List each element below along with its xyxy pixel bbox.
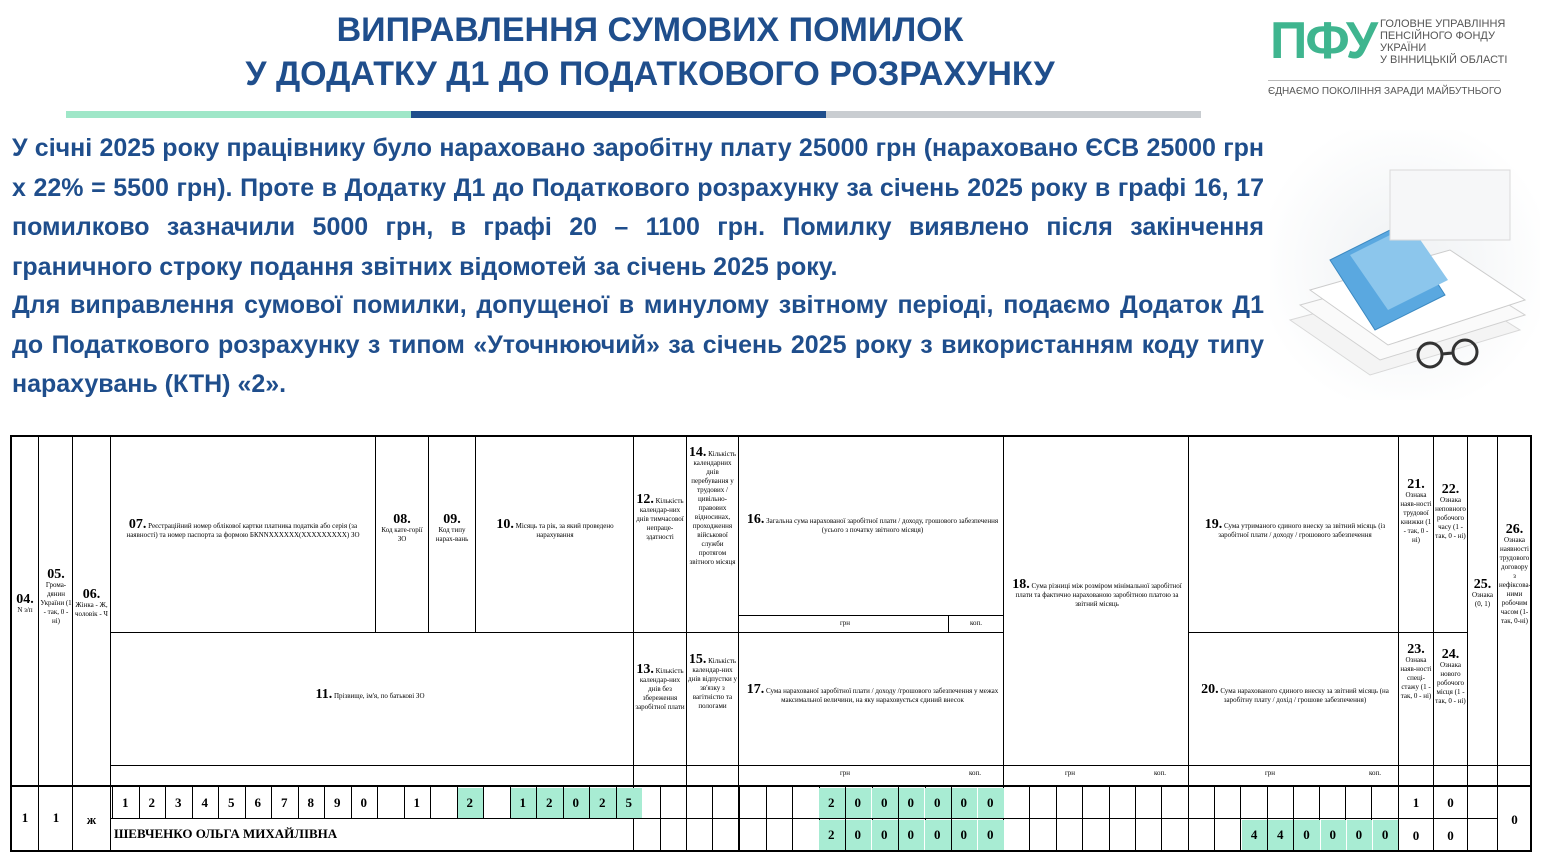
office-documents-illustration xyxy=(1270,130,1540,400)
table-left-border xyxy=(10,435,12,852)
c16-digit: 0 xyxy=(987,795,994,810)
row-c26: 0 xyxy=(1511,812,1518,827)
paragraph-correction: Для виправлення сумової помилки, допущеної в минулому звітному періоді, подаємо Додаток Д1 до Податкового розрахунку з типом «Уточнюючий» за січень 2025 року з використанням коду типу нарахувань (КТН) «2». xyxy=(12,291,1264,398)
header-19: 19. Сума утриманого єдиного внеску за звітний місяць (із заробітної плати / доходу / грошового забезпечення xyxy=(1204,517,1386,539)
c16-digit: 0 xyxy=(881,795,888,810)
id-digit: 4 xyxy=(201,795,208,810)
paragraph-situation: У січні 2025 року працівнику було нараховано заробітну плату 25000 грн (нараховано ЄСВ 25000 грн х 22% = 5500 грн). Проте в Додатку Д1 до Податкового розрахунку за січень 2025 року в графі 16, 17 помилково зазначили 5000 грн, в графі 20 – 1100 грн. Помилку виявлено після закінчення граничного строку подання звітних відомотей за січень 2025 року. xyxy=(12,134,1264,281)
c20-digit: 0 xyxy=(1355,827,1363,842)
id-digit: 3 xyxy=(175,795,182,810)
col-line xyxy=(948,615,949,633)
header-08: 08. Код кате-горії ЗО xyxy=(381,512,423,543)
cell-divider xyxy=(1109,787,1110,851)
c20-digit: 0 xyxy=(1381,827,1389,842)
c17-digit: 0 xyxy=(960,827,967,842)
header-24: 24. Ознака нового робочого місця (1 - так, 0 - ні) xyxy=(1435,647,1466,705)
col-line xyxy=(1497,435,1498,852)
header-09: 09. Код типу нарах-вань xyxy=(435,512,469,543)
period-digit: 5 xyxy=(625,795,632,810)
grn-label-16: грн xyxy=(839,769,851,777)
col-line xyxy=(686,435,687,852)
title-underline-grey xyxy=(826,111,1201,118)
header-21: 21. Ознака наяв-ності трудової книжки (1 - так, 0 - ні) xyxy=(1400,477,1432,544)
header-16-kop: коп. xyxy=(969,619,983,627)
header-13: 13. Кількість календар-них днів без збереження заробітної плати xyxy=(635,662,685,711)
header-17: 17. Сума нарахованої заробітної плати / доходу /грошового забезпечення у межах максимальної величини, на яку нараховується єдиний внесок xyxy=(746,682,999,704)
c16-digit: 0 xyxy=(854,795,861,810)
cell-divider xyxy=(1161,787,1162,851)
col-line xyxy=(1433,435,1434,852)
header-26: 26. Ознака наявності трудового договору з нефіксова-ними робочим часом (1-так, 0-ні) xyxy=(1499,522,1531,625)
col-line xyxy=(110,435,111,852)
header-22: 22. Ознака неповного робочого часу (1 - так, 0 - ні) xyxy=(1435,482,1466,540)
grn-label-18: грн xyxy=(1064,769,1076,777)
kop-label-18: коп. xyxy=(1153,769,1167,777)
c16-digit: 2 xyxy=(828,795,835,810)
id-digit: 8 xyxy=(307,795,314,810)
title-underline-green xyxy=(66,111,411,118)
logo-tagline: ЄДНАЄМО ПОКОЛІННЯ ЗАРАДИ МАЙБУТНЬОГО xyxy=(1268,86,1502,97)
cell-divider xyxy=(1029,787,1030,851)
c17-digit: 0 xyxy=(907,827,914,842)
c17-digit: 2 xyxy=(828,827,835,842)
table-top-border xyxy=(10,435,1532,437)
c16-digit: 0 xyxy=(907,795,914,810)
logo-divider xyxy=(1268,80,1500,81)
header-16: 16. Загальна сума нарахованої заробітної плати / доходу, грошового забезпечення (усього з початку звітного місяця) xyxy=(746,512,999,534)
col-line xyxy=(1188,435,1189,852)
title-line-2: У ДОДАТКУ Д1 ДО ПОДАТКОВОГО РОЗРАХУНКУ xyxy=(245,55,1055,93)
c20-digit: 4 xyxy=(1250,827,1258,842)
page-title xyxy=(0,8,1300,96)
logo-org-line-3: У ВІННИЦЬКІЙ ОБЛАСТІ xyxy=(1380,54,1508,66)
cell-divider xyxy=(1135,787,1136,851)
row-c22: 0 xyxy=(1447,795,1454,810)
logo-org-line-2: ПЕНСІЙНОГО ФОНДУ УКРАЇНИ xyxy=(1380,30,1495,54)
kop-label-19: коп. xyxy=(1368,769,1382,777)
pfu-logo: ПФУ xyxy=(1270,12,1377,70)
period-digit: 2 xyxy=(546,795,553,810)
id-digit: 9 xyxy=(334,795,341,810)
title-underline-blue xyxy=(411,111,826,118)
cell-divider xyxy=(1214,787,1215,851)
header-04: 04. N з/п xyxy=(16,592,34,614)
table-bottom-border xyxy=(10,850,1532,852)
header-16-grn: грн xyxy=(839,619,851,627)
c17-digit: 0 xyxy=(934,827,941,842)
c17-digit: 0 xyxy=(854,827,861,842)
col-line xyxy=(375,435,376,633)
col-line xyxy=(38,435,39,852)
row-c24: 0 xyxy=(1447,828,1454,843)
header-23: 23. Ознака наяв-ності спеці-стажу (1 - так, 0 - ні) xyxy=(1400,642,1432,700)
row-full-name: ШЕВЧЕНКО ОЛЬГА МИХАЙЛІВНА xyxy=(114,826,338,841)
c20-digit: 0 xyxy=(1329,827,1336,842)
header-07: 07. Реєстраційний номер облікової картки платника податків або серія (за наявності) та номер паспорта за формою БКNNXXXXXX(XXXXXXXXX) ЗО xyxy=(126,517,360,539)
cell-divider xyxy=(660,787,661,851)
cell-divider xyxy=(430,787,431,818)
row-citizen: 1 xyxy=(52,810,60,825)
row-line xyxy=(110,765,1530,766)
period-digit: 0 xyxy=(572,795,579,810)
category-digit: 1 xyxy=(413,795,420,810)
title-line-1: ВИПРАВЛЕННЯ СУМОВИХ ПОМИЛОК xyxy=(336,11,964,49)
cell-divider xyxy=(483,787,484,818)
col-line xyxy=(1398,435,1399,852)
row-c21: 1 xyxy=(1412,795,1420,810)
c16-digit: 0 xyxy=(934,795,941,810)
header-05: 05. Грома-дянин України (1 - так, 0 - ні) xyxy=(40,567,72,625)
c20-digit: 0 xyxy=(1303,827,1310,842)
header-20: 20. Сума нарахованого єдиного внеску за звітний місяць (на заробітну плату / дохід / грошове забезпечення) xyxy=(1201,682,1389,704)
header-18: 18. Сума різниці між розміром мінімальної заробітної плати та фактично нарахованою заробітною платою за звітний місяць xyxy=(1012,577,1182,608)
cell-divider xyxy=(1056,787,1057,851)
row-gender: ж xyxy=(86,812,97,827)
header-25: 25. Ознака (0, 1) xyxy=(1471,577,1494,608)
header-11: 11. Прізвище, ім'я, по батькові ЗО xyxy=(315,687,425,702)
table-right-border xyxy=(1530,435,1532,852)
header-15: 15. Кількість календар-них днів відпустки у зв'язку з вагітністю та пологами xyxy=(688,652,737,710)
cell-divider xyxy=(792,787,793,851)
cell-divider xyxy=(377,787,378,818)
row-line xyxy=(738,615,1003,616)
header-14: 14. Кількість календарних днів перебування у трудових / цивільно-правових відносинах, проходження військової служби протягом звітного місяця xyxy=(688,445,737,566)
id-digit: 0 xyxy=(360,795,367,810)
period-digit: 1 xyxy=(519,795,526,810)
id-digit: 2 xyxy=(148,795,155,810)
logo-org-line-1: ГОЛОВНЕ УПРАВЛІННЯ xyxy=(1380,18,1506,30)
cell-divider xyxy=(1082,787,1083,851)
id-digit: 7 xyxy=(281,795,288,810)
period-digit: 2 xyxy=(599,795,606,810)
id-digit: 1 xyxy=(122,795,129,810)
ktn-digit: 2 xyxy=(466,795,473,810)
header-06: 06. Жінка - Ж, чоловік - Ч xyxy=(75,587,108,618)
c16-digit: 0 xyxy=(960,795,967,810)
c20-digit: 4 xyxy=(1277,827,1284,842)
col-line xyxy=(428,435,429,633)
row-line xyxy=(1188,632,1467,633)
col-line xyxy=(475,435,476,633)
cell-divider xyxy=(739,787,740,851)
col-line xyxy=(1467,435,1468,852)
kop-label-16: коп. xyxy=(968,769,982,777)
c17-digit: 0 xyxy=(987,827,994,842)
c17-digit: 0 xyxy=(881,827,888,842)
id-digit: 6 xyxy=(254,795,261,810)
row-line xyxy=(10,785,1532,787)
cell-divider xyxy=(766,787,767,851)
logo-organization xyxy=(1380,18,1540,66)
row-line xyxy=(110,632,1003,633)
row-c23: 0 xyxy=(1412,828,1420,843)
header-10: 10. Місяць та рік, за який проведено нарахування xyxy=(496,517,614,539)
grn-label-19: грн xyxy=(1264,769,1276,777)
id-digit: 5 xyxy=(228,795,235,810)
header-12: 12. Кількість календар-них днів тимчасової непраце-здатності xyxy=(636,492,684,541)
row-number: 1 xyxy=(21,810,29,825)
col-line xyxy=(72,435,73,852)
cell-divider xyxy=(712,787,713,851)
row-line xyxy=(110,818,1497,819)
